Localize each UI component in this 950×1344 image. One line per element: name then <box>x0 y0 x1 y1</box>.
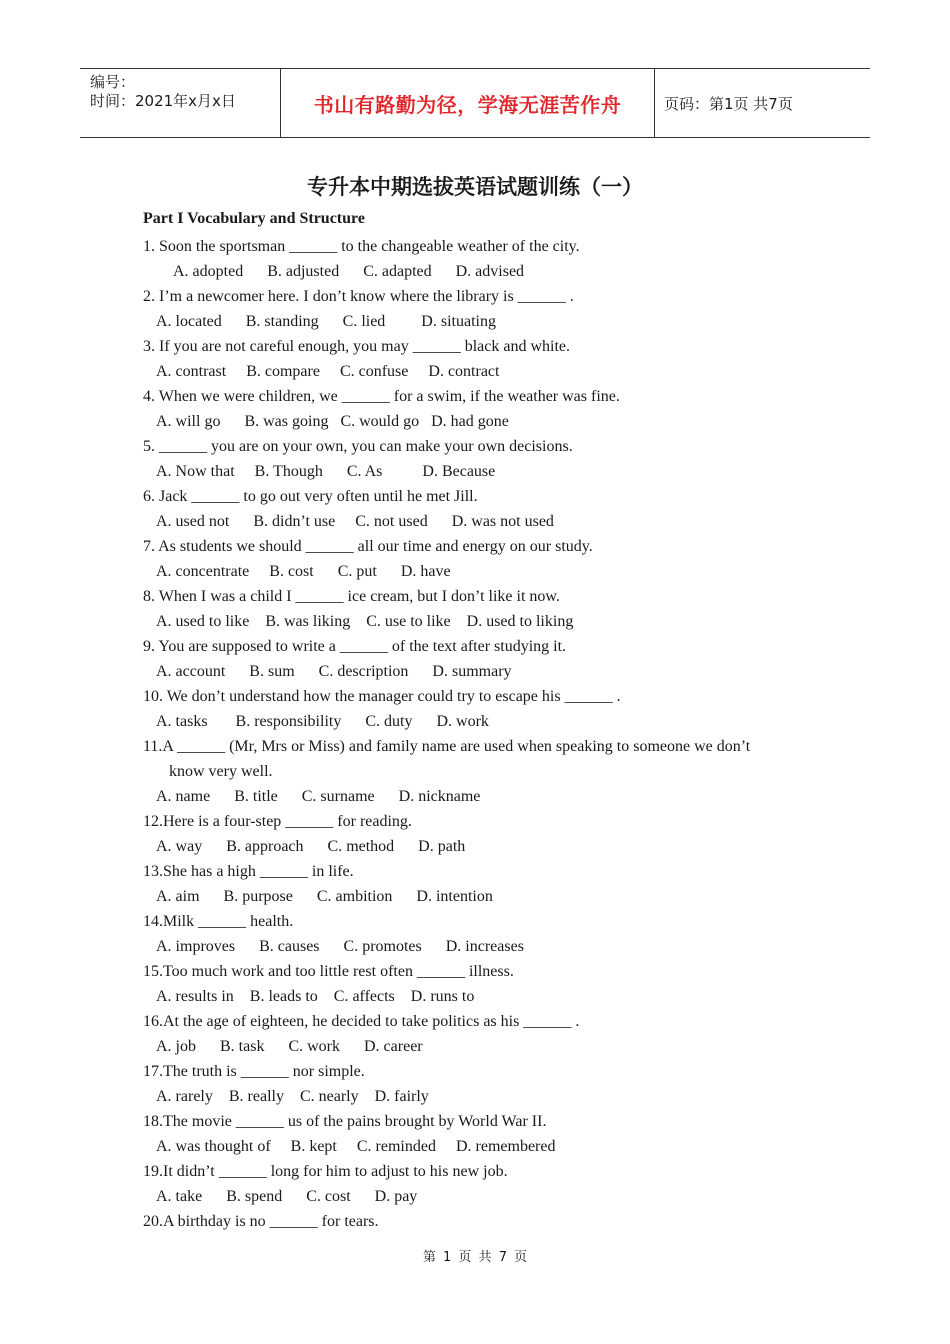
header-motto-cell <box>280 69 655 137</box>
question-stem: 18.The movie ______ us of the pains brought by World War II. <box>143 1113 547 1130</box>
question-options: A. used not B. didn’t use C. not used D. was not used <box>156 513 554 530</box>
header-left-cell <box>80 69 280 137</box>
question-stem: 1. Soon the sportsman ______ to the changeable weather of the city. <box>143 238 580 255</box>
question-stem: 10. We don’t understand how the manager could try to escape his ______ . <box>143 688 621 705</box>
header-right-cell <box>655 69 870 137</box>
question-options: A. aim B. purpose C. ambition D. intention <box>156 888 493 905</box>
question-options: A. used to like B. was liking C. use to like D. used to liking <box>156 613 574 630</box>
question-options: A. located B. standing C. lied D. situating <box>156 313 496 330</box>
question-stem: 15.Too much work and too little rest often ______ illness. <box>143 963 514 980</box>
number-label: 编号： <box>90 73 136 91</box>
question-stem: 5. ______ you are on your own, you can make your own decisions. <box>143 438 573 455</box>
page-header <box>80 68 870 138</box>
question-stem-line: 11.A ______ (Mr, Mrs or Miss) and family name are used when speaking to someone we don’t <box>143 738 751 755</box>
question-stem: 20.A birthday is no ______ for tears. <box>143 1213 379 1230</box>
question-list <box>143 234 807 1234</box>
question-options: A. contrast B. compare C. confuse D. contract <box>156 363 500 380</box>
question-options: A. Now that B. Though C. As D. Because <box>156 463 496 480</box>
page-footer: 第 1 页 共 7 页 <box>422 1250 528 1265</box>
question-options: A. way B. approach C. method D. path <box>156 838 466 855</box>
question-options: A. take B. spend C. cost D. pay <box>156 1188 418 1205</box>
question-stem: 3. If you are not careful enough, you may ______ black and white. <box>143 338 570 355</box>
question-stem: 13.She has a high ______ in life. <box>143 863 354 880</box>
question-options: A. results in B. leads to C. affects D. runs to <box>156 988 475 1005</box>
question-options: A. name B. title C. surname D. nickname <box>156 788 481 805</box>
question-stem: 7. As students we should ______ all our time and energy on our study. <box>143 538 593 555</box>
question-options: A. adopted B. adjusted C. adapted D. advised <box>173 263 525 280</box>
question-stem: 14.Milk ______ health. <box>143 913 294 930</box>
motto-text: 书山有路勤为径，学海无涯苦作舟 <box>313 92 622 117</box>
question-stem: 4. When we were children, we ______ for a swim, if the weather was fine. <box>143 388 620 405</box>
question-stem: 9. You are supposed to write a ______ of the text after studying it. <box>143 638 567 655</box>
question-stem: 16.At the age of eighteen, he decided to take politics as his ______ . <box>143 1013 580 1030</box>
page-info: 页码：第1页 共7页 <box>664 94 793 113</box>
question-stem: 2. I’m a newcomer here. I don’t know where the library is ______ . <box>143 288 574 305</box>
question-options: A. was thought of B. kept C. reminded D. remembered <box>156 1138 556 1155</box>
question-options: A. rarely B. really C. nearly D. fairly <box>156 1088 429 1105</box>
question-stem: 19.It didn’t ______ long for him to adjust to his new job. <box>143 1163 508 1180</box>
question-stem: 8. When I was a child I ______ ice cream, but I don’t like it now. <box>143 588 560 605</box>
time-label: 时间：2021年x月x日 <box>90 92 236 110</box>
question-options: A. account B. sum C. description D. summary <box>156 663 512 680</box>
question-stem: 12.Here is a four-step ______ for reading. <box>143 813 412 830</box>
question-options: A. job B. task C. work D. career <box>156 1038 423 1055</box>
document-title: 专升本中期选拔英语试题训练（一） <box>307 175 643 199</box>
question-options: A. improves B. causes C. promotes D. increases <box>156 938 524 955</box>
question-options: A. will go B. was going C. would go D. had gone <box>156 413 509 430</box>
question-stem-multiline <box>143 734 807 784</box>
question-stem: 6. Jack ______ to go out very often until he met Jill. <box>143 488 478 505</box>
question-options: A. tasks B. responsibility C. duty D. work <box>156 713 489 730</box>
question-options: A. concentrate B. cost C. put D. have <box>156 563 451 580</box>
question-stem: 17.The truth is ______ nor simple. <box>143 1063 365 1080</box>
part-title: Part I Vocabulary and Structure <box>143 210 365 227</box>
question-stem-continuation: know very well. <box>169 763 273 780</box>
